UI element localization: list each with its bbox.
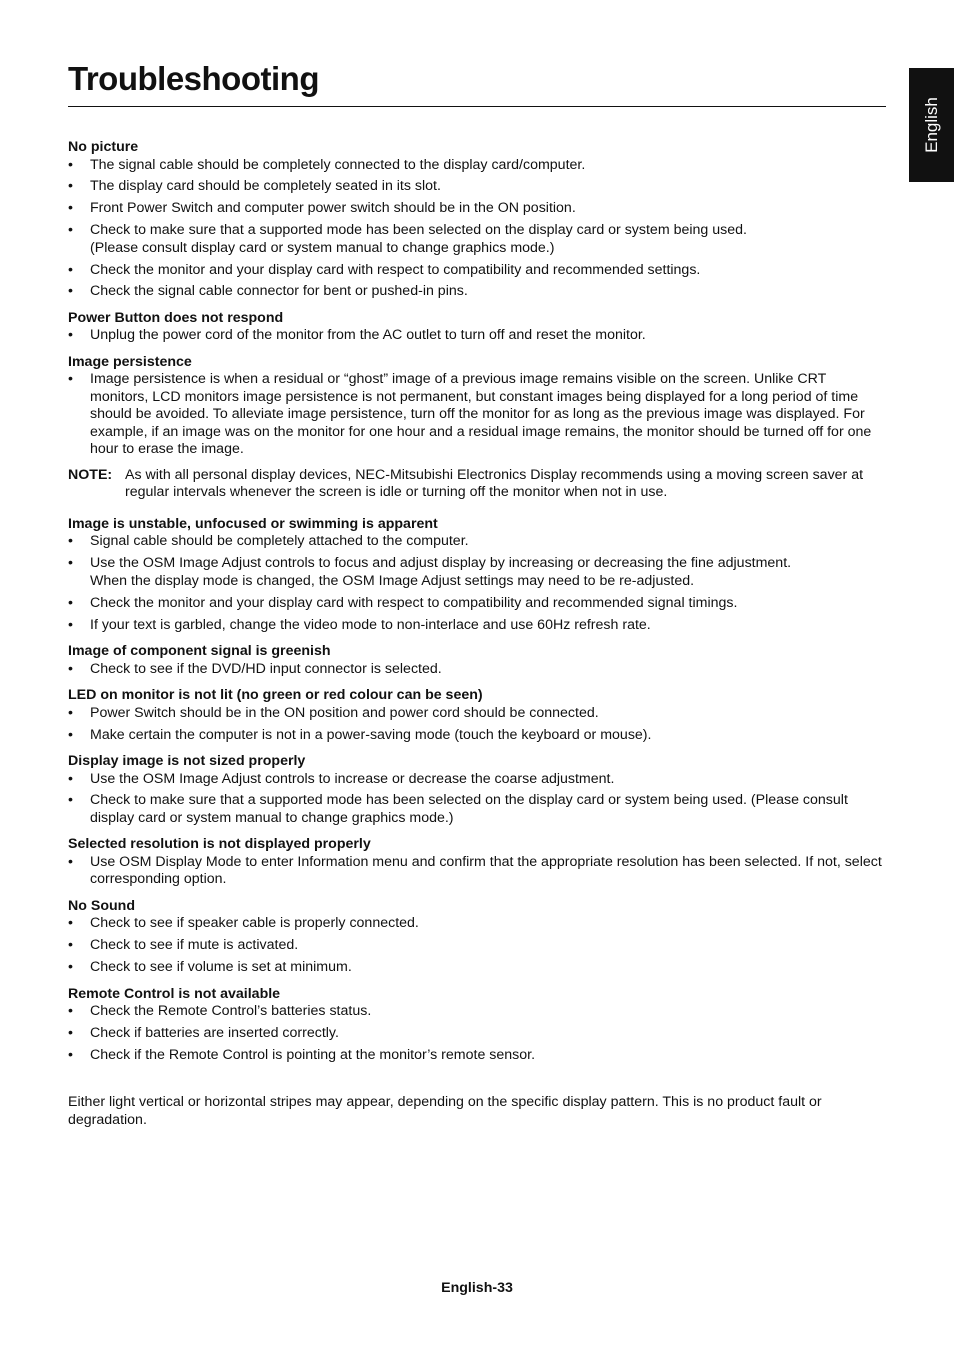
section-heading: Selected resolution is not displayed properly [68, 836, 371, 853]
list-item: • If your text is garbled, change the video mode to non-interlace and use 60Hz refresh rate. [68, 617, 888, 635]
list-item: • Signal cable should be completely attached to the computer. [68, 533, 888, 551]
troubleshooting-section [68, 516, 888, 634]
troubleshooting-section [68, 753, 888, 827]
list-item: • The signal cable should be completely connected to the display card/computer. [68, 157, 888, 175]
list-item: • Make certain the computer is not in a power-saving mode (touch the keyboard or mouse). [68, 727, 888, 745]
list-item: • Power Switch should be in the ON position and power cord should be connected. [68, 705, 888, 723]
section-heading: No picture [68, 139, 139, 155]
troubleshooting-content [68, 139, 888, 1144]
list-item: • Check if batteries are inserted correctly. [68, 1025, 888, 1043]
bullet-list [68, 1003, 888, 1064]
list-item: • Check the Remote Control’s batteries status. [68, 1003, 888, 1021]
note-label: NOTE: [68, 466, 113, 483]
section-heading: Power Button does not respond [68, 309, 284, 326]
bullet-list [68, 157, 888, 301]
troubleshooting-section [68, 310, 888, 345]
list-item: • Use the OSM Image Adjust controls to focus and adjust display by increasing or decreasing the fine adjustment. When the display mode is changed, the OSM Image Adjust settings may need to be re-adjusted. [68, 555, 888, 590]
list-item: • Image persistence is when a residual or “ghost” image of a previous image remains visible on the screen. Unlike CRT monitors, LCD monitors image persistence is not permanent, but constant images being displayed for a long period of time should be avoided. To alleviate image persistence, turn off the monitor for as long as the previous image was displayed. For example, if an image was on the monitor for one hour and a residual image remains, the monitor should be turned off for one hour to erase the image. [68, 371, 888, 459]
list-item: • Use OSM Display Mode to enter Information menu and confirm that the appropriate resolution has been selected. If not, select corresponding option. [68, 854, 888, 889]
list-item: • Use the OSM Image Adjust controls to increase or decrease the coarse adjustment. [68, 771, 888, 789]
bullet-list [68, 705, 888, 744]
page-title: Troubleshooting [68, 60, 319, 97]
troubleshooting-section [68, 687, 888, 744]
list-item: • Check to see if speaker cable is properly connected. [68, 915, 888, 933]
troubleshooting-section [68, 354, 888, 502]
section-heading: LED on monitor is not lit (no green or red colour can be seen) [68, 687, 483, 704]
list-item: • Check to see if mute is activated. [68, 937, 888, 955]
section-heading: Remote Control is not available [68, 985, 281, 1002]
bullet-list [68, 771, 888, 828]
list-item: • Check to see if volume is set at minimum. [68, 959, 888, 977]
list-item: • Check the signal cable connector for bent or pushed-in pins. [68, 283, 888, 301]
closing-paragraph: Either light vertical or horizontal stripes may appear, depending on the specific display pattern. This is no product fault or degradation. [68, 1094, 822, 1128]
bullet-list [68, 533, 888, 634]
list-item: • Check the monitor and your display card with respect to compatibility and recommended settings. [68, 262, 888, 280]
list-item: • The display card should be completely seated in its slot. [68, 178, 888, 196]
list-item: • Check to see if the DVD/HD input connector is selected. [68, 661, 888, 679]
list-item: • Front Power Switch and computer power switch should be in the ON position. [68, 200, 888, 218]
section-list [68, 139, 888, 1064]
troubleshooting-section [68, 643, 888, 678]
section-heading: Image is unstable, unfocused or swimming is apparent [68, 515, 438, 532]
list-item: • Check the monitor and your display card with respect to compatibility and recommended signal timings. [68, 595, 888, 613]
bullet-list [68, 915, 888, 976]
language-tab-label: English [921, 97, 941, 153]
section-heading: Image of component signal is greenish [68, 643, 331, 660]
note-text: As with all personal display devices, NEC-Mitsubishi Electronics Display recommends using a moving screen saver at regular intervals whenever the screen is idle or turning off the monitor when not in use. [125, 466, 864, 501]
language-tab [909, 68, 954, 182]
title-divider [68, 106, 886, 107]
section-heading: No Sound [68, 897, 135, 914]
bullet-list [68, 371, 888, 459]
bullet-list [68, 327, 888, 345]
section-heading: Display image is not sized properly [68, 753, 306, 770]
troubleshooting-section [68, 836, 888, 889]
list-item: • Check to make sure that a supported mode has been selected on the display card or system being used. (Please consult display card or system manual to change graphics mode.) [68, 792, 888, 827]
troubleshooting-section [68, 986, 888, 1065]
note [68, 467, 888, 502]
troubleshooting-section [68, 139, 888, 301]
section-heading: Image persistence [68, 353, 192, 370]
list-item: • Check to make sure that a supported mode has been selected on the display card or system being used. (Please consult display card or system manual to change graphics mode.) [68, 222, 888, 257]
bullet-list [68, 661, 888, 679]
list-item: • Unplug the power cord of the monitor from the AC outlet to turn off and reset the monitor. [68, 327, 888, 345]
troubleshooting-section [68, 898, 888, 977]
bullet-list [68, 854, 888, 889]
list-item: • Check if the Remote Control is pointing at the monitor’s remote sensor. [68, 1047, 888, 1065]
page-number: English-33 [441, 1280, 513, 1296]
